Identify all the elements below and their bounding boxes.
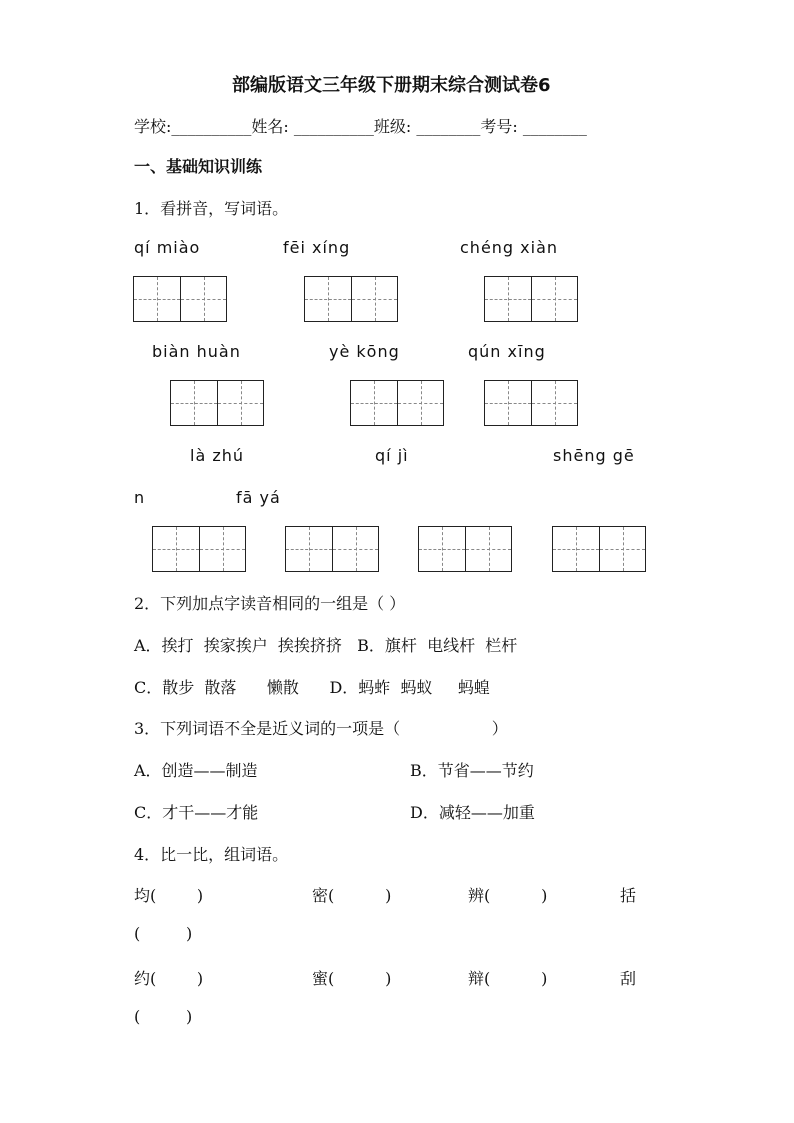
pinyin-label: n xyxy=(134,488,146,507)
pinyin-label: shēng gē xyxy=(553,446,635,465)
word-blank: 均( ) xyxy=(134,886,204,905)
word-blank: 辩( ) xyxy=(468,969,548,988)
question-3-prompt: 3．下列词语不全是近义词的一项是（ ） xyxy=(134,719,508,738)
word-blank: 括 xyxy=(620,886,637,905)
student-info-line: 学校:__________姓名: __________班级: ________考号: ________ xyxy=(134,117,587,136)
word-blank: 密( ) xyxy=(312,886,392,905)
pinyin-label: biàn huàn xyxy=(152,342,241,361)
word-blank: 约( ) xyxy=(134,969,204,988)
question-3-option-b: B．节省——节约 xyxy=(410,761,534,780)
word-blank: 辨( ) xyxy=(468,886,548,905)
writing-grid[interactable] xyxy=(484,380,578,426)
pinyin-label: qí jì xyxy=(375,446,409,465)
pinyin-label: là zhú xyxy=(190,446,245,465)
pinyin-label: yè kōng xyxy=(329,342,400,361)
page-title: 部编版语文三年级下册期末综合测试卷6 xyxy=(232,75,551,96)
writing-grid[interactable] xyxy=(170,380,264,426)
pinyin-label: fā yá xyxy=(236,488,281,507)
question-3-option-c: C．才干——才能 xyxy=(134,803,259,822)
word-blank: 蜜( ) xyxy=(312,969,392,988)
pinyin-label: fēi xíng xyxy=(283,238,351,257)
question-3-option-a: A．创造——制造 xyxy=(134,761,258,780)
question-1-prompt: 1．看拼音，写词语。 xyxy=(134,199,289,218)
writing-grid[interactable] xyxy=(552,526,646,572)
question-2-options-ab: A．挨打 挨家挨户 挨挨挤挤 B．旗杆 电线杆 栏杆 xyxy=(134,636,518,655)
pinyin-label: qún xīng xyxy=(468,342,546,361)
word-blank: 刮 xyxy=(620,969,637,988)
word-blank: ( ) xyxy=(134,924,193,943)
writing-grid[interactable] xyxy=(484,276,578,322)
question-3-option-d: D．减轻——加重 xyxy=(410,803,535,822)
writing-grid[interactable] xyxy=(152,526,246,572)
writing-grid[interactable] xyxy=(350,380,444,426)
section-heading: 一、基础知识训练 xyxy=(134,157,263,176)
pinyin-label: chéng xiàn xyxy=(460,238,559,257)
question-2-prompt: 2．下列加点字读音相同的一组是（ ） xyxy=(134,594,406,613)
pinyin-label: qí miào xyxy=(134,238,201,257)
question-2-options-cd: C．散步 散落 懒散 D．蚂蚱 蚂蚁 蚂蝗 xyxy=(134,678,490,697)
writing-grid[interactable] xyxy=(133,276,227,322)
writing-grid[interactable] xyxy=(304,276,398,322)
writing-grid[interactable] xyxy=(285,526,379,572)
word-blank: ( ) xyxy=(134,1007,193,1026)
writing-grid[interactable] xyxy=(418,526,512,572)
question-4-prompt: 4．比一比，组词语。 xyxy=(134,845,289,864)
